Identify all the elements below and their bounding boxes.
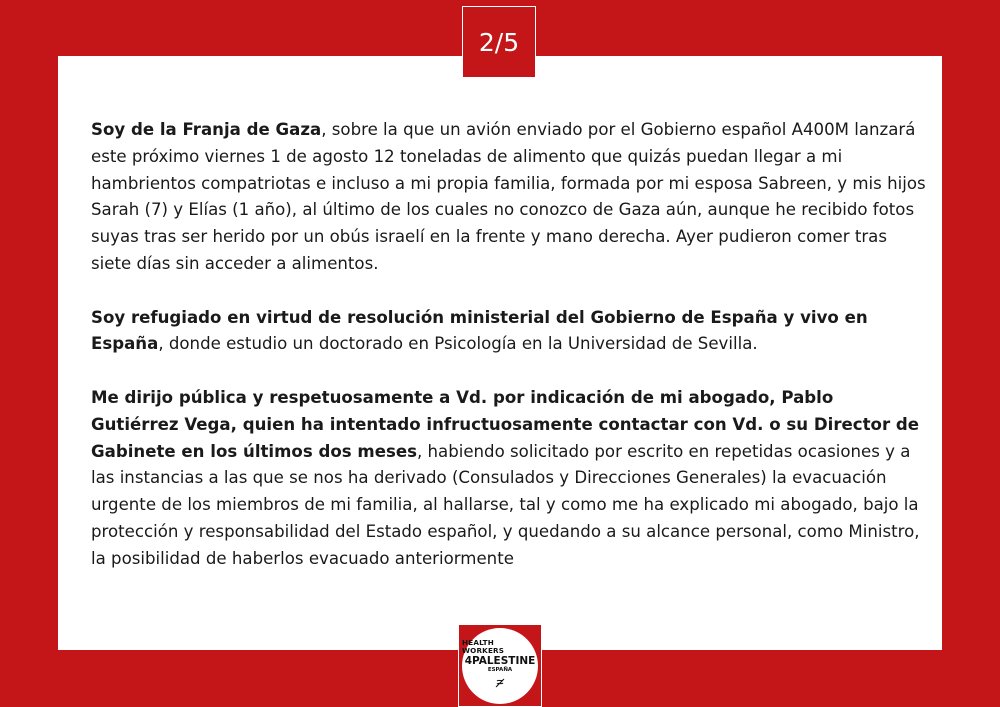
logo-line-2: 4PALESTINE	[464, 654, 536, 667]
logo-circle	[462, 628, 538, 704]
letter-body	[91, 117, 926, 599]
paragraph-refugee-bold: Soy refugiado en virtud de resolución ministerial del Gobierno de España y vivo en España	[91, 307, 868, 354]
logo-line-3: ESPAÑA	[487, 667, 513, 674]
letter-card	[58, 56, 942, 650]
organization-logo	[458, 624, 542, 707]
paragraph-refugee	[91, 305, 926, 359]
paragraph-request-text: , habiendo solicitado por escrito en repetidas ocasiones y a las instancias a las que se nos ha derivado (Consulados y Direcciones Generales) la evacuación urgente de los miembros de mi familia, al hallarse, tal y como me ha explicado mi abogado, bajo la protección y responsabilidad del Estado español, y quedando a su alcance personal, como Ministro, la posibilidad de haberlos evacuado anteriormente	[91, 441, 920, 568]
page-number-badge	[462, 6, 536, 78]
paragraph-origin	[91, 117, 926, 278]
paragraph-request	[91, 385, 926, 573]
caduceus-icon	[494, 676, 506, 692]
paragraph-origin-bold: Soy de la Franja de Gaza	[91, 120, 322, 139]
paragraph-origin-text: , sobre la que un avión enviado por el Gobierno español A400M lanzará este próximo viernes 1 de agosto 12 toneladas de alimento que quizás puedan llegar a mi hambrientos compatriotas e incluso a mi propia familia, formada por mi esposa Sabreen, y mis hijos Sarah (7) y Elías (1 año), al último de los cuales no conozco de Gaza aún, aunque he recibido fotos suyas tras ser herido por un obús israelí en la frente y mano derecha. Ayer pudieron comer tras siete días sin acceder a alimentos.	[91, 120, 926, 273]
paragraph-request-bold: Me dirijo pública y respetuosamente a Vd. por indicación de mi abogado, Pablo Gutiérrez Vega, quien ha intentado infructuosamente contactar con Vd. o su Director de Gabinete en los últimos dos meses	[91, 387, 920, 461]
page-number: 2/5	[478, 27, 520, 57]
logo-line-1: HEALTH WORKERS	[462, 638, 505, 655]
paragraph-refugee-text: , donde estudio un doctorado en Psicología en la Universidad de Sevilla.	[158, 334, 758, 354]
